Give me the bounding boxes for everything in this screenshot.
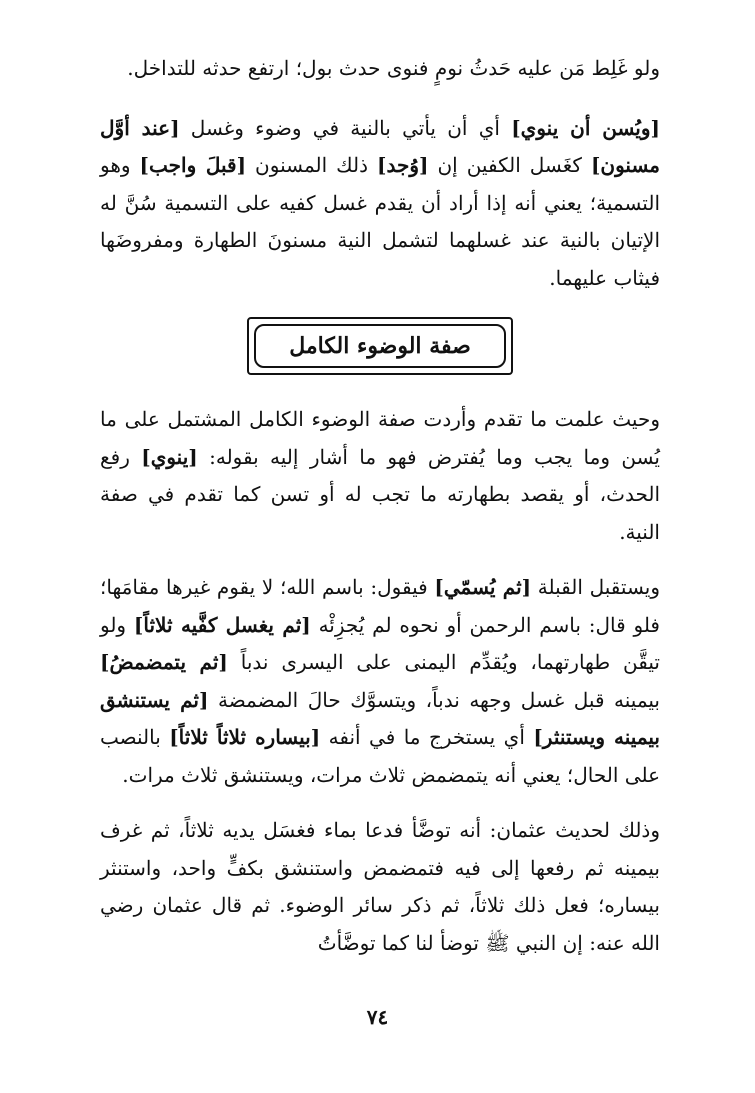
- paragraph-text: فيقول: باسم الله؛ لا يقوم غيرها مقامَها؛ فلو قال: باسم الرحمن أو نحوه لم يُجزِئْه: [100, 575, 660, 637]
- bold-term: [قبلَ واجب]: [139, 153, 247, 177]
- page-body: [100, 50, 660, 962]
- paragraph-text: أي يستخرج ما في أنفه: [320, 725, 534, 749]
- paragraph-text: رفع الحدث، أو يقصد بطهارته ما تجب له أو تسن كما تقدم في صفة النية.: [100, 444, 660, 544]
- bold-term: [بيساره ثلاثاً ثلاثاً]: [169, 725, 321, 749]
- paragraph-5: [100, 812, 660, 962]
- bold-term: [ثم يستنشق بيمينه ويستنثر]: [100, 687, 660, 749]
- paragraph-3: [100, 401, 660, 551]
- paragraph-text: أي أن يأتي بالنية في وضوء وغسل: [179, 115, 512, 140]
- paragraph-text: وحيث علمت ما تقدم وأردت صفة الوضوء الكامل المشتمل على ما يُسن وما يجب وما يُفترض فهو ما أشار إليه بقوله:: [100, 407, 660, 469]
- page-number: ٧٤: [366, 1005, 389, 1029]
- bold-term: [عند أوَّل مسنون]: [100, 115, 661, 177]
- bold-term: [ثم يتمضمضُ]: [100, 650, 228, 674]
- bold-term: [وُجد]: [377, 153, 429, 177]
- bold-term: [ثم يغسل كفَّيه ثلاثاً]: [133, 612, 311, 637]
- bold-term: [ثم يُسمّي]: [434, 575, 532, 599]
- paragraph-text: وهو التسمية؛ يعني أنه إذا أراد أن يقدم غسل كفيه على التسمية سُنَّ له الإتيان بالنية عند غسلهما لتشمل النية مسنونَ الطهارة ومفروضَها فيثاب عليهما.: [100, 153, 660, 290]
- paragraph-1-text: ولو غَلِط مَن عليه حَدثُ نومٍ فنوى حدث بول؛ ارتفع حدثه للتداخل.: [127, 56, 660, 80]
- section-title-frame: [247, 317, 513, 375]
- paragraph-1: [100, 50, 660, 88]
- paragraph-5-text: وذلك لحديث عثمان: أنه توضَّأ فدعا بماء فغسَل يديه ثلاثاً، ثم غرف بيمينه ثم رفعها إلى فيه فتمضمض واستنشق بكفٍّ واحد، واستنثر بيساره؛ فعل ذلك ثلاثاً، ثم ذكر سائر الوضوء. ثم قال عثمان رضي الله عنه: إن النبي ﷺ توضأ لنا كما توضَّأتُ: [100, 818, 660, 955]
- paragraph-text: ولو تيقَّن طهارتهما، ويُقدِّم اليمنى على اليسرى ندباً: [100, 612, 660, 674]
- paragraph-text: بالنصب على الحال؛ يعني أنه يتمضمض ثلاث مرات، ويستنشق ثلاث مرات.: [100, 725, 660, 787]
- section-title: صفة الوضوء الكامل: [289, 333, 471, 359]
- paragraph-4: [100, 569, 660, 794]
- bold-term: [ينوي]: [141, 444, 198, 469]
- paragraph-text: كغَسل الكفين إن: [428, 153, 591, 177]
- paragraph-text: بيمينه قبل غسل وجهه ندباً، ويتسوَّك حالَ المضمضة: [208, 687, 660, 712]
- paragraph-text: ويستقبل القبلة: [531, 575, 661, 599]
- bold-term: [ويُسن أن ينوي]: [511, 115, 660, 140]
- paragraph-text: ذلك المسنون: [246, 153, 378, 177]
- title-inner-border: [254, 324, 506, 368]
- paragraph-2: [100, 110, 660, 298]
